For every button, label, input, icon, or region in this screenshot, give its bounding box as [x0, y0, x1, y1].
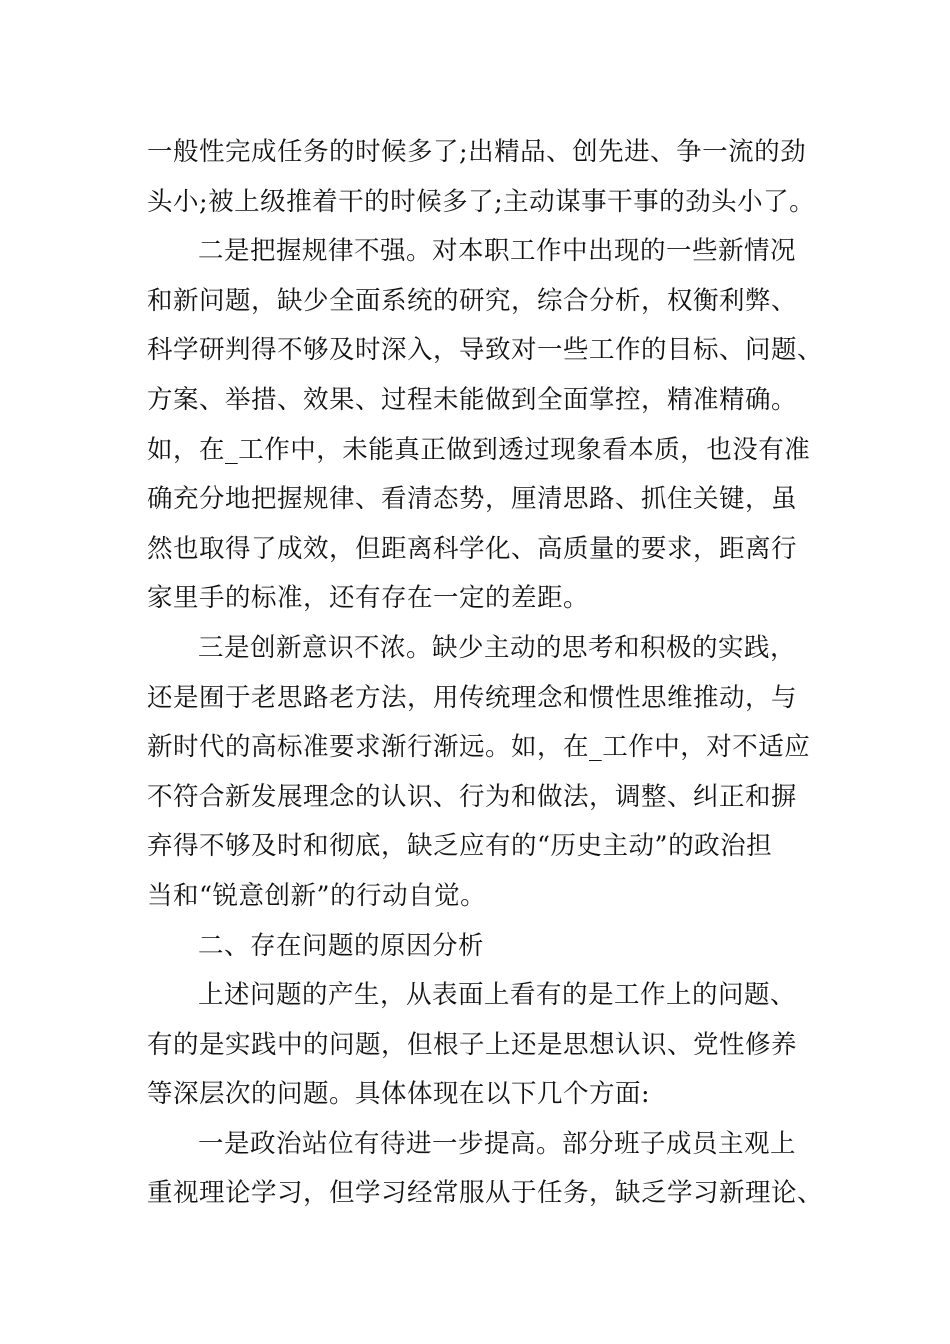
text-line: 家里手的标准，还有存在一定的差距。	[147, 583, 590, 614]
text-line: 方案、举措、效果、过程未能做到全面掌控，精准精确。	[147, 384, 798, 415]
text-line: 弃得不够及时和彻底，缺乏应有的“历史主动”的政治担	[147, 831, 773, 862]
document-body	[147, 128, 824, 1219]
text-line: 等深层次的问题。具体体现在以下几个方面:	[147, 1079, 651, 1110]
paragraph-start-line: 三是创新意识不浓。缺少主动的思考和积极的实践，	[198, 632, 797, 663]
section-heading: 二、存在问题的原因分析	[198, 930, 485, 961]
text-line: 头小;被上级推着干的时候多了;主动谋事干事的劲头小了。	[147, 186, 816, 217]
text-line: 当和“锐意创新”的行动自觉。	[147, 880, 487, 911]
text-line: 科学研判得不够及时深入，导致对一些工作的目标、问题、	[147, 335, 824, 366]
text-line: 然也取得了成效，但距离科学化、高质量的要求，距离行	[147, 533, 798, 564]
text-line: 有的是实践中的问题，但根子上还是思想认识、党性修养	[147, 1029, 798, 1060]
text-line: 确充分地把握规律、看清态势，厘清思路、抓住关键，虽	[147, 484, 798, 515]
text-line: 一般性完成任务的时候多了;出精品、创先进、争一流的劲	[147, 137, 807, 167]
paragraph-start-line: 一是政治站位有待进一步提高。部分班子成员主观上	[198, 1128, 797, 1159]
paragraph-start-line: 二是把握规律不强。对本职工作中出现的一些新情况	[198, 236, 797, 267]
text-line: 不符合新发展理念的认识、行为和做法，调整、纠正和摒	[147, 781, 798, 812]
text-line: 和新问题，缺少全面系统的研究，综合分析，权衡利弊、	[147, 285, 798, 316]
text-line: 还是囿于老思路老方法，用传统理念和惯性思维推动，与	[147, 682, 798, 713]
text-line: 重视理论学习，但学习经常服从于任务，缺乏学习新理论、	[147, 1178, 824, 1209]
text-line: 新时代的高标准要求渐行渐远。如，在_工作中，对不适应	[147, 732, 811, 763]
paragraph-start-line: 上述问题的产生，从表面上看有的是工作上的问题、	[198, 980, 797, 1011]
text-line: 如，在_工作中，未能真正做到透过现象看本质，也没有准	[147, 434, 811, 465]
